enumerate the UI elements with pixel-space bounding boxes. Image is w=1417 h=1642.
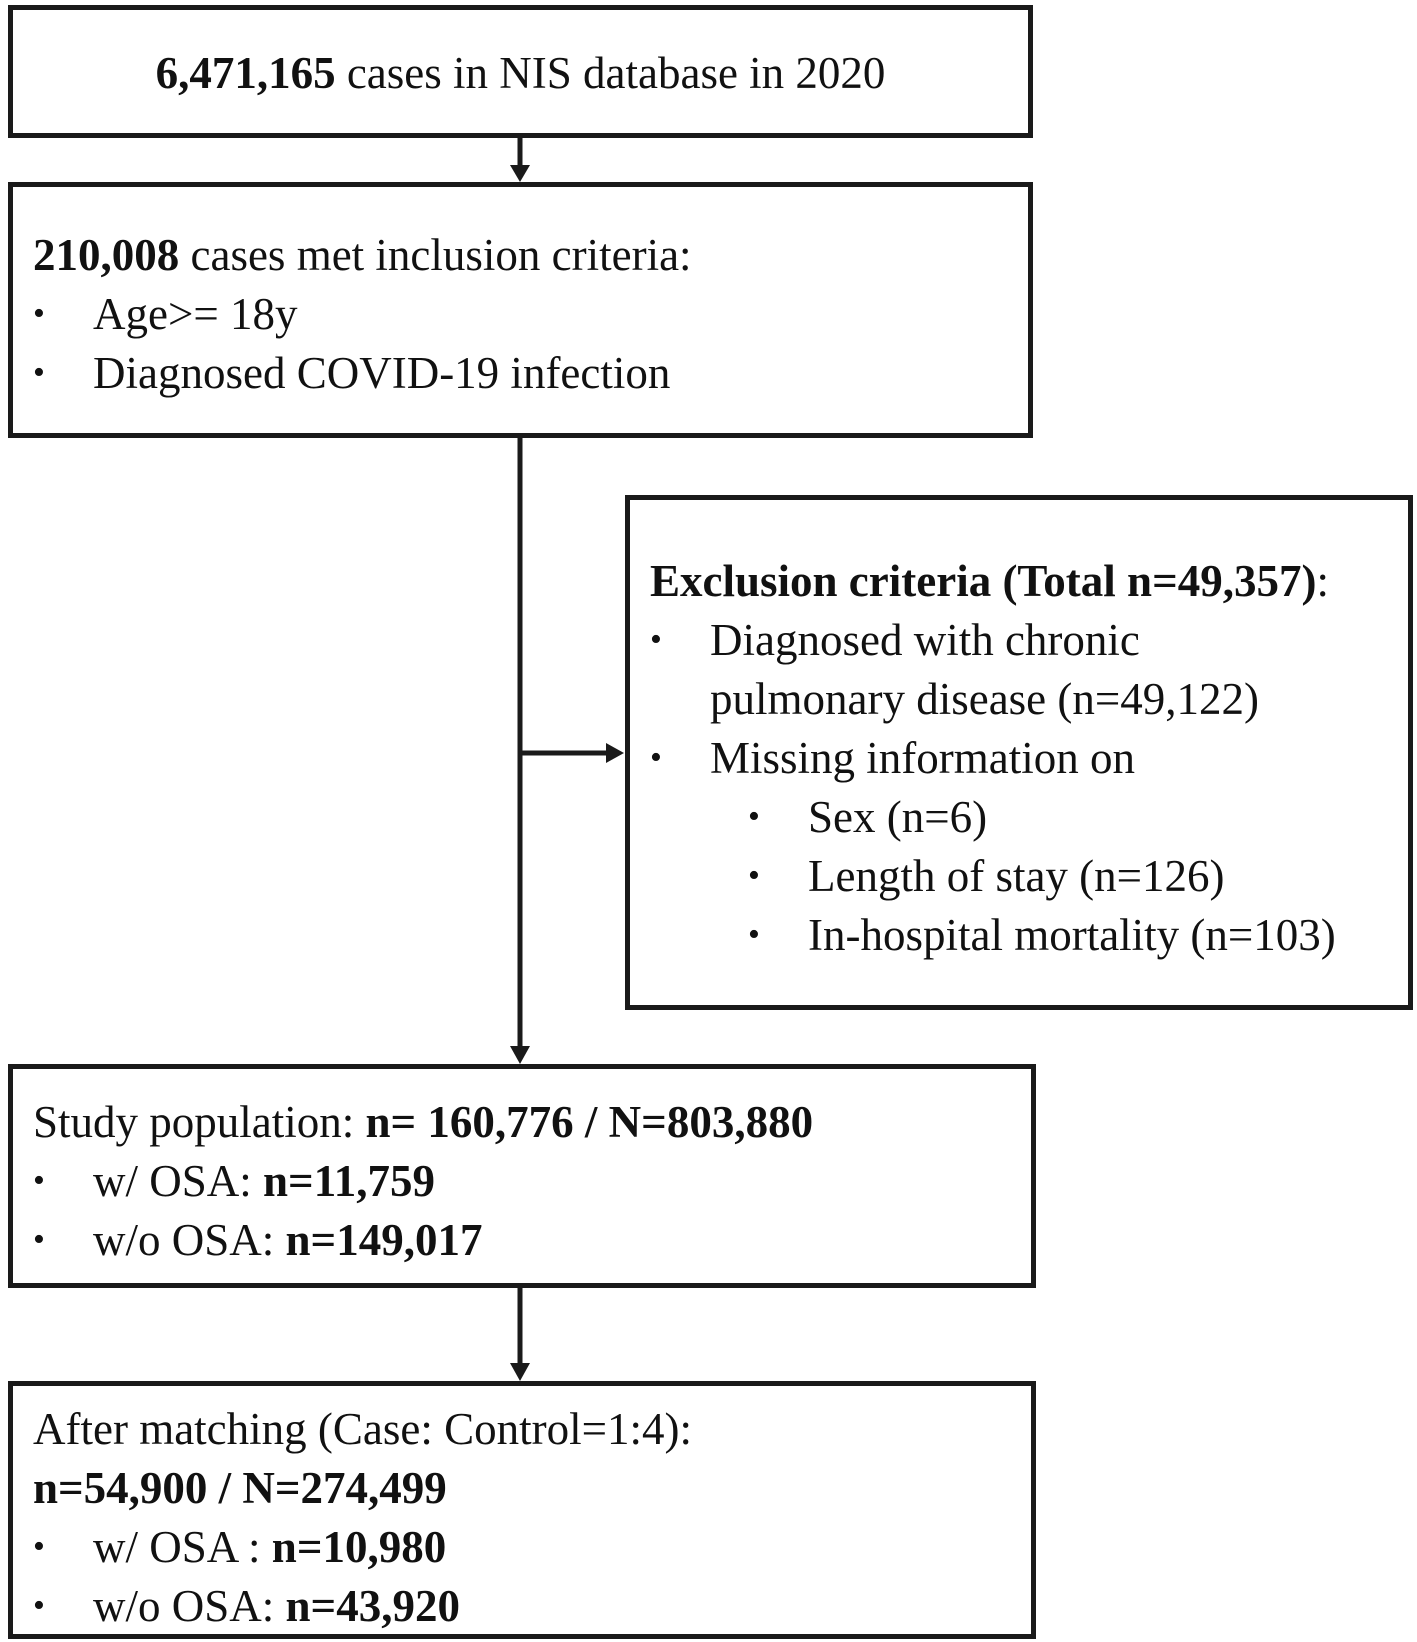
box2-count: 210,008: [33, 230, 180, 280]
study-with-osa: [93, 1151, 435, 1211]
box-inclusion-criteria: [8, 182, 1033, 438]
exclusion-los: Length of stay (n=126): [808, 851, 1225, 901]
bullet-icon: •: [748, 857, 760, 894]
study-heading: [33, 1092, 813, 1152]
arrowhead-exclusion: [606, 743, 624, 763]
bullet-icon: •: [33, 354, 45, 391]
exclusion-chronic-line2: pulmonary disease (n=49,122): [710, 674, 1260, 724]
exclusion-heading-colon: :: [1316, 556, 1329, 606]
exclusion-heading: [650, 551, 1329, 611]
matched-without-osa-label: w/o OSA:: [93, 1581, 286, 1631]
exclusion-missing: Missing information on: [710, 733, 1135, 783]
bullet-icon: •: [33, 1162, 45, 1199]
box2-label: cases met inclusion criteria:: [179, 230, 692, 280]
matched-without-osa-value: n=43,920: [285, 1581, 460, 1631]
matched-with-osa: [93, 1517, 446, 1577]
inclusion-age: Age>= 18y: [93, 289, 298, 339]
box2-heading: [33, 225, 692, 285]
matched-heading: After matching (Case: Control=1:4):: [33, 1404, 692, 1454]
bullet-icon: •: [650, 739, 662, 776]
arrowhead-1-2: [510, 165, 530, 182]
box1-text: [13, 43, 1028, 103]
arrowhead-2-4: [510, 1046, 530, 1064]
exclusion-heading-text: Exclusion criteria (Total n=49,357): [650, 556, 1317, 606]
box-after-matching: [8, 1381, 1036, 1639]
inclusion-covid: Diagnosed COVID-19 infection: [93, 348, 671, 398]
box1-count: 6,471,165: [155, 48, 336, 98]
study-total: n= 160,776 / N=803,880: [365, 1097, 814, 1147]
box-exclusion-criteria: [625, 495, 1413, 1010]
arrowhead-4-5: [510, 1363, 530, 1381]
study-with-osa-label: w/ OSA:: [93, 1156, 264, 1206]
bullet-icon: •: [33, 295, 45, 332]
box-study-population: [8, 1064, 1036, 1288]
exclusion-sex: Sex (n=6): [808, 792, 988, 842]
bullet-icon: •: [650, 621, 662, 658]
matched-with-osa-value: n=10,980: [271, 1522, 447, 1572]
bullet-icon: •: [748, 798, 760, 835]
bullet-icon: •: [748, 916, 760, 953]
matched-without-osa: [93, 1576, 460, 1636]
study-without-osa-label: w/o OSA:: [93, 1215, 286, 1265]
matched-total: n=54,900 / N=274,499: [33, 1463, 447, 1513]
box-nis-database: [8, 5, 1033, 138]
exclusion-chronic-line1: Diagnosed with chronic: [710, 615, 1140, 665]
matched-with-osa-label: w/ OSA :: [93, 1522, 272, 1572]
study-without-osa-value: n=149,017: [285, 1215, 483, 1265]
bullet-icon: •: [33, 1528, 45, 1565]
exclusion-mortality: In-hospital mortality (n=103): [808, 910, 1336, 960]
bullet-icon: •: [33, 1221, 45, 1258]
box1-label: cases in NIS database in 2020: [335, 48, 886, 98]
study-with-osa-value: n=11,759: [263, 1156, 435, 1206]
bullet-icon: •: [33, 1587, 45, 1624]
study-without-osa: [93, 1210, 482, 1270]
study-label: Study population:: [33, 1097, 366, 1147]
